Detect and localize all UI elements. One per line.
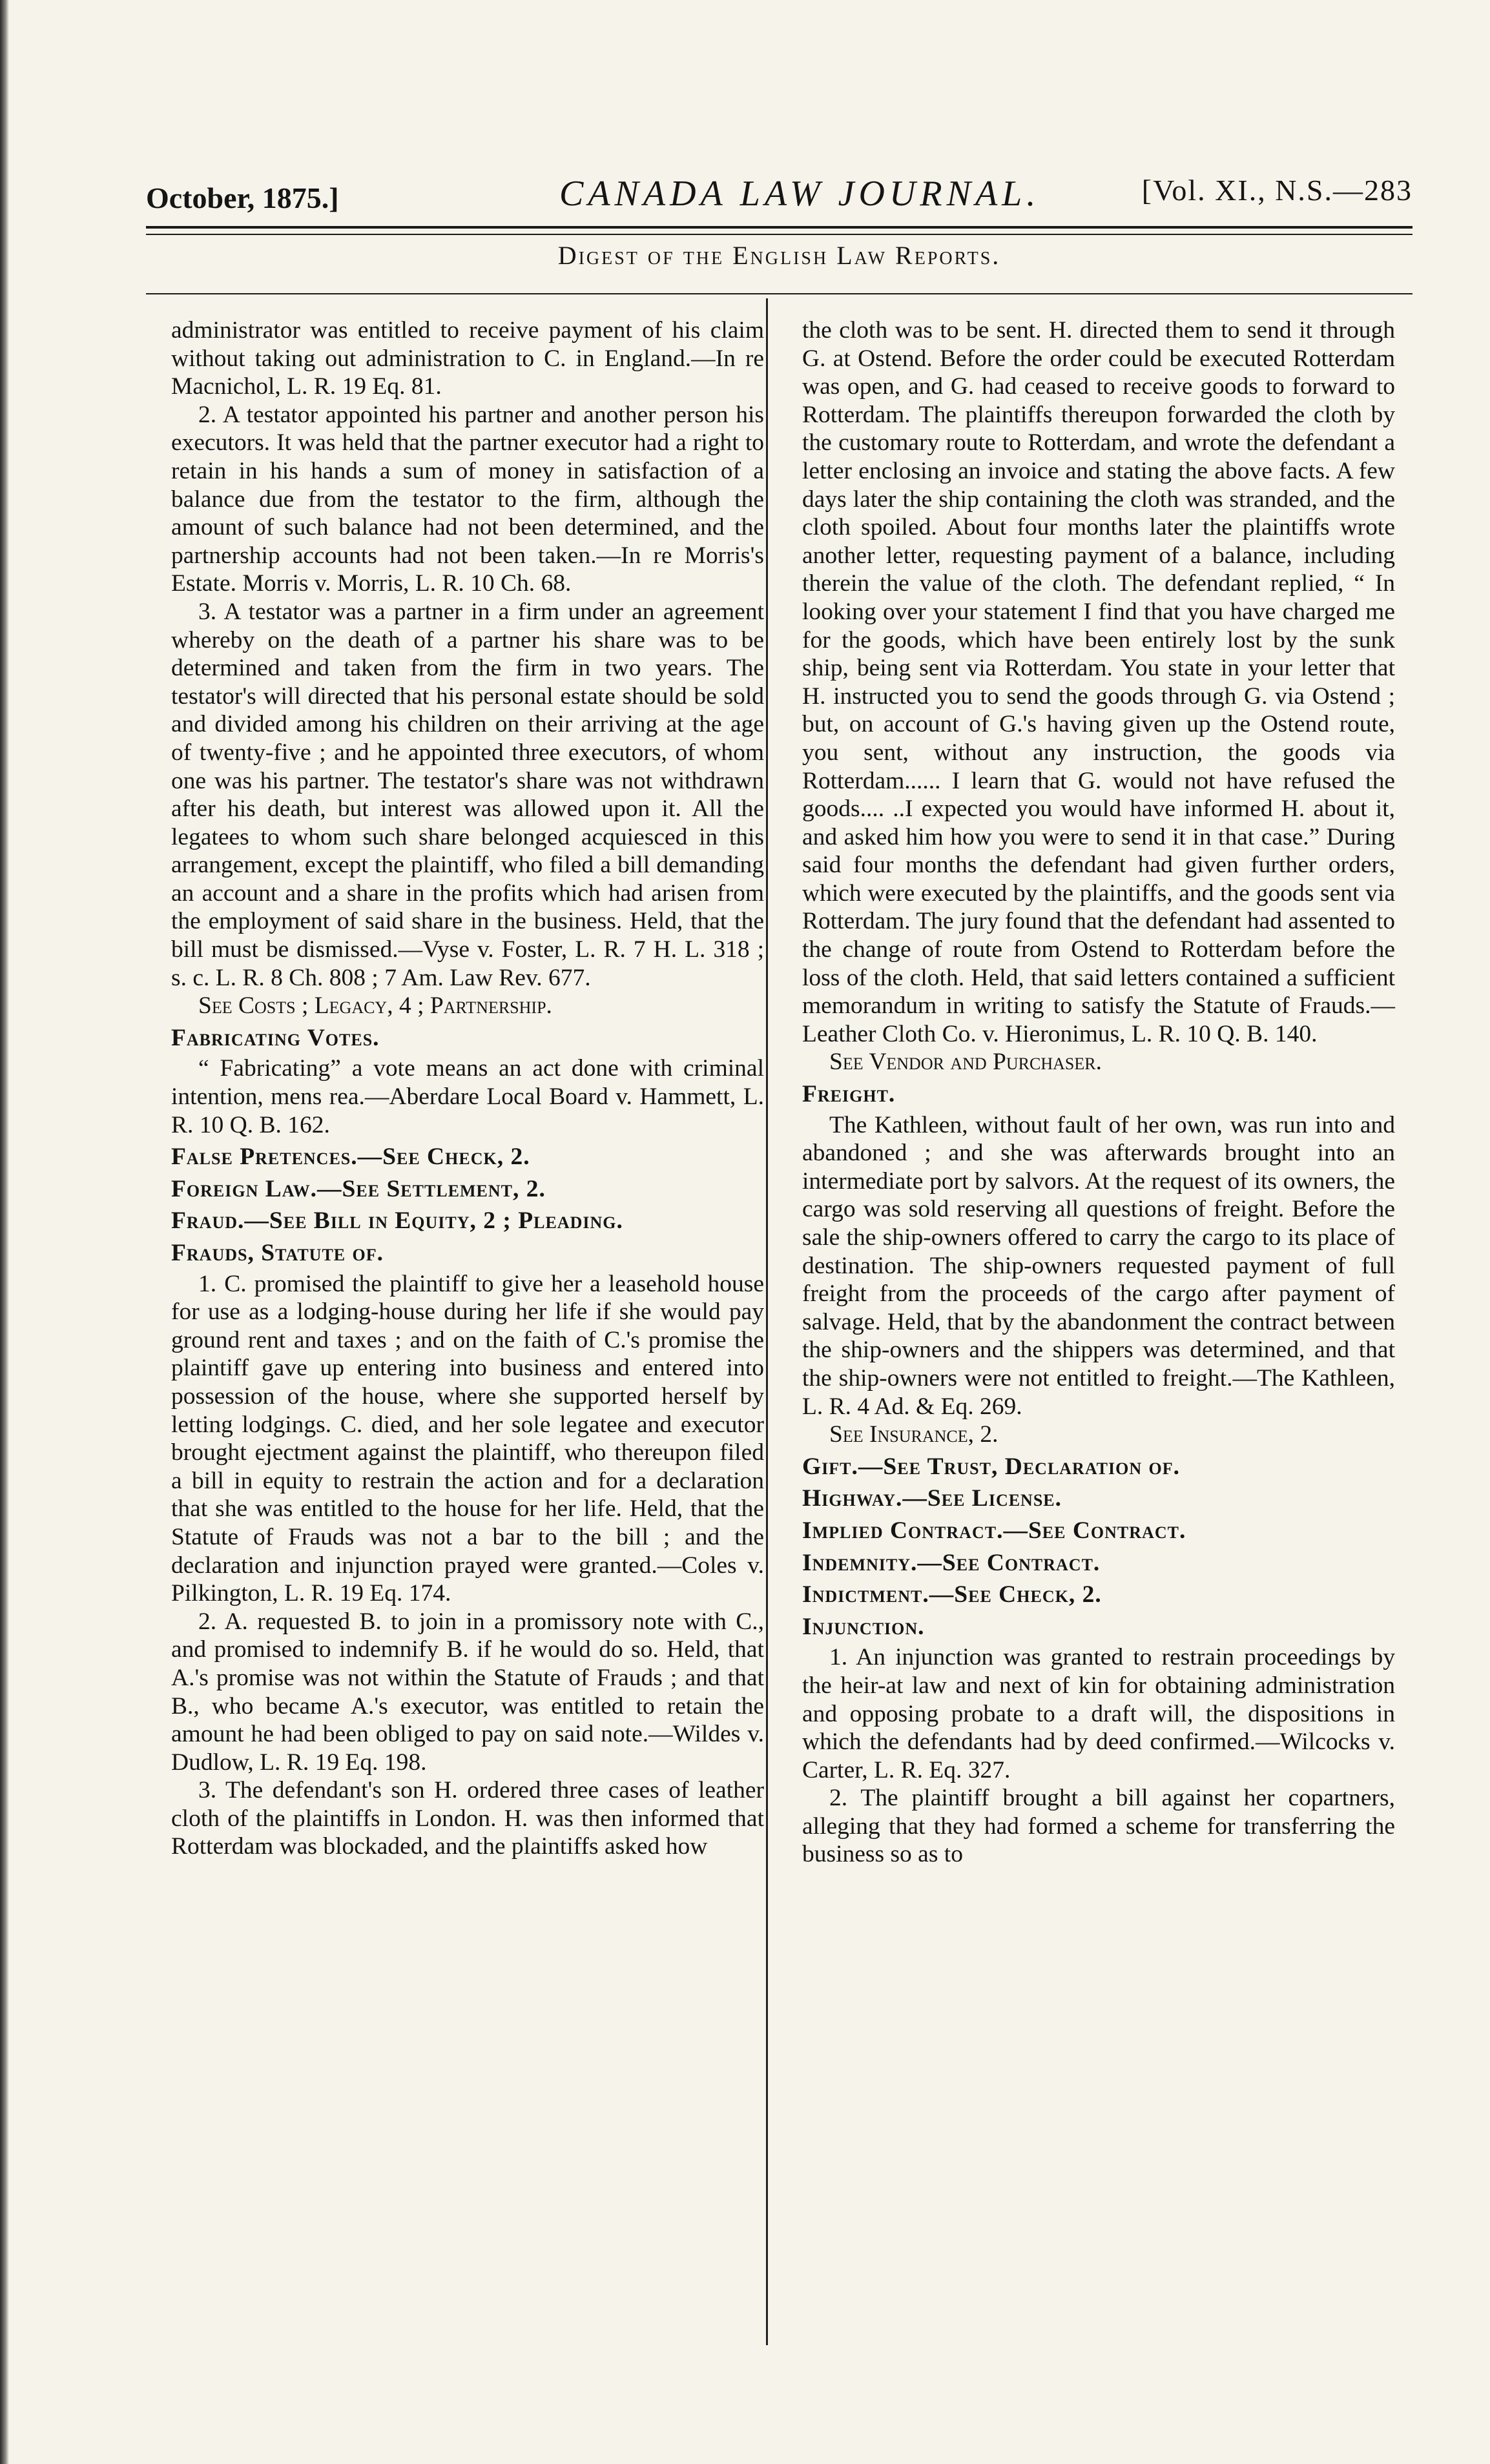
digest-heading: False Pretences.—See Check, 2. [171,1144,530,1171]
digest-heading: Foreign Law.—See Settlement, 2. [171,1175,546,1202]
left-column [171,316,764,1861]
digest-heading: Indemnity.—See Contract. [802,1549,1101,1576]
digest-heading: Indictment.—See Check, 2. [802,1581,1102,1608]
cross-reference: See Vendor and Purchaser. [829,1049,1102,1076]
digest-paragraph: 2. A testator appointed his partner and another person his executors. It was held that the partner executor had a right to retain in his hands a sum of money in satisfaction of a balance due from the testator to the firm, although the amount of such balance had not been determined, and the partnership accounts had not been taken.—In re Morris's Estate. Morris v. Morris, L. R. 10 Ch. 68. [171,401,764,597]
digest-heading: Gift.—See Trust, Declaration of. [802,1453,1180,1480]
section-rule [146,293,1412,294]
running-head [146,169,1412,221]
journal-title: CANADA LAW JOURNAL. [559,174,1040,214]
header-rule-thin [146,234,1412,235]
cross-reference: See Costs ; Legacy, 4 ; Partnership. [198,992,552,1020]
issue-date: October, 1875.] [146,181,339,214]
digest-paragraph: The Kathleen, without fault of her own, was run into and abandoned ; and she was afterwards brought into an intermediate port by salvors. At the request of its owners, the cargo was sold reserving all questions of freight. Before the sale the ship-owners offered to carry the cargo to its place of destination. The ship-owners requested payment of full freight from the proceeds of the cargo after payment of salvage. Held, that by the abandonment the contract between the ship-owners and the shippers was determined, and that the ship-owners were not entitled to freight.—The Kathleen, L. R. 4 Ad. & Eq. 269. [802,1111,1395,1420]
digest-paragraph: the cloth was to be sent. H. directed them to send it through G. at Ostend. Before the order could be executed Rotterdam was open, and G. had ceased to receive goods to forward to Rotterdam. The plaintiffs thereupon forwarded the cloth by the customary route to Rotterdam, and wrote the defendant a letter enclosing an invoice and stating the above facts. A few days later the ship containing the cloth was stranded, and the cloth spoiled. About four months later the plaintiffs wrote another letter, requesting payment of a balance, including therein the value of the cloth. The defendant replied, “ In looking over your statement I find that you have charged me for the goods, which have been entirely lost by the sunk ship, being sent via Rotterdam. You state in your letter that H. instructed you to send the goods through G. via Ostend ; but, on account of G.'s having given up the Ostend route, you sent, without any instruction, the goods via Rotterdam...... I learn that G. would not have refused the goods.... ..I expected you would have informed H. about it, and asked him how you were to send it in that case.” During said four months the defendant had given further orders, which were executed by the plaintiffs, and the goods sent via Rotterdam. The jury found that the defendant had assented to the change of route from Ostend to Rotterdam before the loss of the cloth. Held, that said letters contained a sufficient memorandum in writing to satisfy the Statute of Frauds.—Leather Cloth Co. v. Hieronimus, L. R. 10 Q. B. 140. [802,317,1395,1047]
digest-paragraph: administrator was entitled to receive payment of his claim without taking out administration to C. in England.—In re Macnichol, L. R. 19 Eq. 81. [171,317,764,400]
section-title: Digest of the English Law Reports. [557,241,1001,270]
digest-paragraph: “ Fabricating” a vote means an act done with criminal intention, mens rea.—Aberdare Local Board v. Hammett, L. R. 10 Q. B. 162. [171,1055,764,1138]
digest-paragraph: 3. The defendant's son H. ordered three cases of leather cloth of the plaintiffs in London. H. was then informed that Rotterdam was blockaded, and the plaintiffs asked how [171,1777,764,1860]
volume-page: [Vol. XI., N.S.—283 [1141,174,1412,207]
cross-reference: See Insurance, 2. [829,1421,999,1448]
digest-paragraph: 1. C. promised the plaintiff to give her a leasehold house for use as a lodging-house during her life if she would pay ground rent and taxes ; and on the faith of C.'s promise the plaintiff gave up entering into business and entered into possession of the house, where she supported herself by letting lodgings. C. died, and her sole legatee and executor brought ejectment against the plaintiff, who thereupon filed a bill in equity to restrain the action and for a declaration that she was entitled to the house for her life. Held, that the Statute of Frauds was not a bar to the bill ; and the declaration and injunction prayed were granted.—Coles v. Pilkington, L. R. 19 Eq. 174. [171,1270,764,1607]
digest-paragraph: 2. The plaintiff brought a bill against her copartners, alleging that they had formed a scheme for transferring the business so as to [802,1785,1395,1868]
digest-heading: Fraud.—See Bill in Equity, 2 ; Pleading. [171,1207,623,1235]
header-rule-thick [146,226,1412,229]
digest-heading: Injunction. [802,1613,925,1640]
digest-heading: Highway.—See License. [802,1485,1062,1512]
digest-heading: Implied Contract.—See Contract. [802,1517,1186,1544]
digest-heading: Fabricating Votes. [171,1024,380,1051]
digest-paragraph: 1. An injunction was granted to restrain proceedings by the heir-at law and next of kin for obtaining administration and opposing probate to a draft will, the dispositions in which the defendants had by deed confirmed.—Wilcocks v. Carter, L. R. Eq. 327. [802,1644,1395,1783]
right-column [802,316,1395,1869]
column-divider [766,298,768,2345]
page-edge [0,0,9,2464]
digest-heading: Frauds, Statute of. [171,1240,384,1266]
digest-paragraph: 3. A testator was a partner in a firm under an agreement whereby on the death of a partner his share was to be determined and taken from the firm in two years. The testator's will directed that his personal estate should be sold and divided among his children on their arriving at the age of twenty-five ; and he appointed three executors, of whom one was his partner. The testator's share was not withdrawn after his death, but interest was allowed upon it. All the legatees to whom such share belonged acquiesced in this arrangement, except the plaintiff, who filed a bill demanding an account and a share in the profits which had arisen from the employment of said share in the business. Held, that the bill must be dismissed.—Vyse v. Foster, L. R. 7 H. L. 318 ; s. c. L. R. 8 Ch. 808 ; 7 Am. Law Rev. 677. [171,598,764,991]
digest-heading: Freight. [802,1081,896,1108]
digest-paragraph: 2. A. requested B. to join in a promissory note with C., and promised to indemnify B. if he would do so. Held, that A.'s promise was not within the Statute of Frauds ; and that B., who became A.'s executor, was entitled to retain the amount he had been obliged to pay on said note.—Wildes v. Dudlow, L. R. 19 Eq. 198. [171,1608,764,1776]
